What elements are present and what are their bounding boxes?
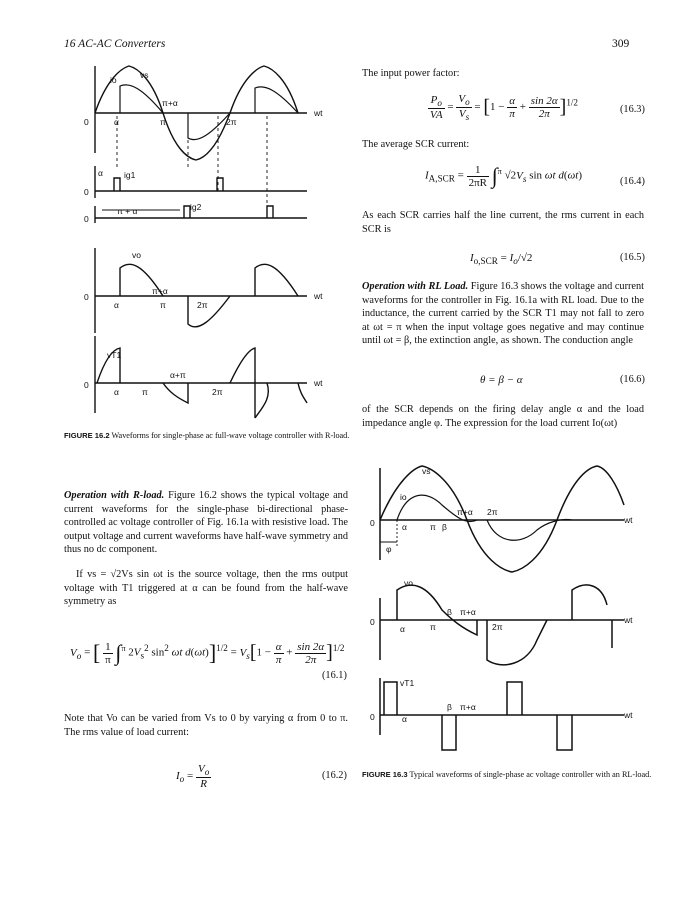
equation-16-6: θ = β − α xyxy=(480,374,523,386)
rl-phi-label: φ xyxy=(386,544,392,554)
equation-16-4-number: (16.4) xyxy=(620,176,645,187)
figure-16-2 xyxy=(62,58,344,428)
alpha-label-2: α xyxy=(98,168,103,178)
pi-label-2: π xyxy=(160,300,166,310)
figure-16-2-waveforms xyxy=(62,58,344,428)
equation-16-3: $\frac{P_o}{VA}$ = $\frac{V_o}{V_s}$ = [1 − $\frac{\alpha}{\pi}$ + $\frac{\sin 2\alpha}{2\pi}$ ]$^{1/2}$ xyxy=(430,93,579,123)
r-load-paragraph xyxy=(64,489,348,557)
rms-load-current-paragraph: Note that Vo can be varied from Vs to 0 by varying α from 0 to π. The rms value of load current: xyxy=(64,713,348,738)
rl-io-waveform xyxy=(397,495,572,540)
rl-pi-alpha-label-2: π+α xyxy=(460,607,476,617)
rl-two-pi-label-2: 2π xyxy=(492,622,503,632)
equation-16-3-number: (16.3) xyxy=(620,104,645,115)
rl-alpha-label-1: α xyxy=(402,522,407,532)
vT1-label: vT1 xyxy=(107,350,122,360)
rl-alpha-label-2: α xyxy=(400,624,405,634)
vo-label: vo xyxy=(132,250,141,260)
average-scr-current-intro: The average SCR current: xyxy=(362,139,470,150)
equation-16-4: $I_{A,SCR}$ = $\frac{1}{2\pi R}$ ∫$^\pi$ $√2V_s$ sin ωt d(ωt) xyxy=(425,163,583,189)
rl-zero-label-1: 0 xyxy=(370,518,375,528)
rl-pi-label-1: π xyxy=(430,522,436,532)
rl-load-heading: Operation with RL Load. xyxy=(362,281,469,292)
pi-label-3: π xyxy=(142,387,148,397)
rl-vT1-waveform xyxy=(384,682,572,750)
rl-vo-label: vo xyxy=(404,578,413,588)
zero-label-4: 0 xyxy=(84,292,89,302)
rl-pi-alpha-label: π+α xyxy=(457,507,473,517)
alpha-pi-label: α+π xyxy=(170,370,186,380)
zero-label-3: 0 xyxy=(84,214,89,224)
rl-two-pi-label-1: 2π xyxy=(487,507,498,517)
figure-16-3-waveforms xyxy=(362,460,652,760)
rl-wt-label-3: wt xyxy=(624,710,633,720)
io-waveform xyxy=(120,85,298,140)
source-voltage-paragraph: If vs = √2Vs sin ωt is the source voltage, then the rms output voltage with T1 triggered at α can be found from the half-wave symmetry as xyxy=(64,569,348,608)
r-load-body: Figure 16.2 shows the typical voltage and current waveforms for the single-phase bi-directional phase-controlled ac voltage controller of Fig. 16.1a with resistive load. The output voltage and current waveforms have half-wave symmetry and thus no dc component. xyxy=(64,490,348,556)
figure-16-2-caption-label: FIGURE 16.2 xyxy=(64,431,110,440)
pi-plus-alpha-label: π + α xyxy=(117,206,138,216)
power-factor-intro: The input power factor: xyxy=(362,68,460,79)
rl-pi-label-2: π xyxy=(430,622,436,632)
equation-16-6-number: (16.6) xyxy=(620,374,645,385)
wt-label-3: wt xyxy=(314,378,323,388)
zero-label-1: 0 xyxy=(84,117,89,127)
rl-zero-label-3: 0 xyxy=(370,712,375,722)
rl-zero-label-2: 0 xyxy=(370,617,375,627)
conduction-angle-paragraph: of the SCR depends on the firing delay angle α and the load impedance angle φ. The expression for the load current Io(ωt) xyxy=(362,404,644,429)
io-label: io xyxy=(110,75,117,85)
equation-16-5: $I_{o,SCR} = I_o/√2$ xyxy=(470,252,533,267)
two-pi-label-3: 2π xyxy=(212,387,223,397)
alpha-label-1: α xyxy=(114,117,119,127)
rl-io-label: io xyxy=(400,492,407,502)
figure-16-3-caption-text: Typical waveforms of single-phase ac voltage controller with an RL-load. xyxy=(409,770,652,779)
zero-label-2: 0 xyxy=(84,187,89,197)
rl-beta-label-3: β xyxy=(447,702,452,712)
r-load-heading: Operation with R-load. xyxy=(64,490,165,501)
rl-beta-label-2: β xyxy=(447,607,452,617)
rl-load-paragraph xyxy=(362,280,644,348)
zero-label-5: 0 xyxy=(84,380,89,390)
equation-16-2: $I_o$ = $\frac{V_o}{R}$ xyxy=(176,763,210,791)
figure-16-2-caption-text: Waveforms for single-phase ac full-wave voltage controller with R-load. xyxy=(111,431,350,440)
page-number: 309 xyxy=(612,38,630,50)
rl-vs-label: vs xyxy=(422,466,431,476)
equation-16-5-number: (16.5) xyxy=(620,252,645,263)
rl-wt-label-2: wt xyxy=(624,615,633,625)
pi-alpha-label: π+α xyxy=(162,98,178,108)
two-pi-label-2: 2π xyxy=(197,300,208,310)
pi-alpha-label-2: π+α xyxy=(152,286,168,296)
vs-label: vs xyxy=(140,70,149,80)
rl-pi-alpha-label-3: π+α xyxy=(460,702,476,712)
equation-16-1-number: (16.1) xyxy=(322,670,347,681)
pi-label-1: π xyxy=(160,117,166,127)
ig2-label: ig2 xyxy=(190,202,202,212)
equation-16-2-number: (16.2) xyxy=(322,770,347,781)
alpha-label-3: α xyxy=(114,300,119,310)
two-pi-label-1: 2π xyxy=(226,117,237,127)
equation-16-1: $V_o$ = [ $\frac{1}{\pi}$ ∫$^\pi$ $2V_s^2$ $\sin^2 \omega t$ $d(\omega t)]^{1/2} = V_s[1$ − $\frac{\alpha}{\pi}$ + $\frac{\sin 2\alpha}{2\pi}$ ]$^{1/2}$ xyxy=(70,640,345,666)
rl-load-body: Figure 16.3 shows the voltage and current waveforms for the controller in Fig. 16.1a with RL load. Due to the inductance, the current carried by the SCR T1 may not fall to zero at ωt = π when the input voltage goes negative and may continue until ωt = β, the extinction angle, as shown. The conduction angle xyxy=(362,281,645,347)
vT1-waveform xyxy=(97,348,307,403)
figure-16-3-caption xyxy=(362,770,652,781)
running-header: 16 AC-AC Converters xyxy=(64,38,166,50)
wt-label-1: wt xyxy=(314,108,323,118)
rl-beta-label-1: β xyxy=(442,522,447,532)
rl-vs-waveform xyxy=(380,466,624,572)
ig1-label: ig1 xyxy=(124,170,136,180)
figure-16-2-caption xyxy=(64,431,354,442)
figure-16-3-caption-label: FIGURE 16.3 xyxy=(362,770,408,779)
rl-vT1-label: vT1 xyxy=(400,678,415,688)
wt-label-2: wt xyxy=(314,291,323,301)
alpha-label-4: α xyxy=(114,387,119,397)
rms-scr-current-intro: As each SCR carries half the line current, the rms current in each SCR is xyxy=(362,210,644,235)
figure-16-3 xyxy=(362,460,652,760)
rl-wt-label-1: wt xyxy=(624,515,633,525)
rl-alpha-label-3: α xyxy=(402,714,407,724)
